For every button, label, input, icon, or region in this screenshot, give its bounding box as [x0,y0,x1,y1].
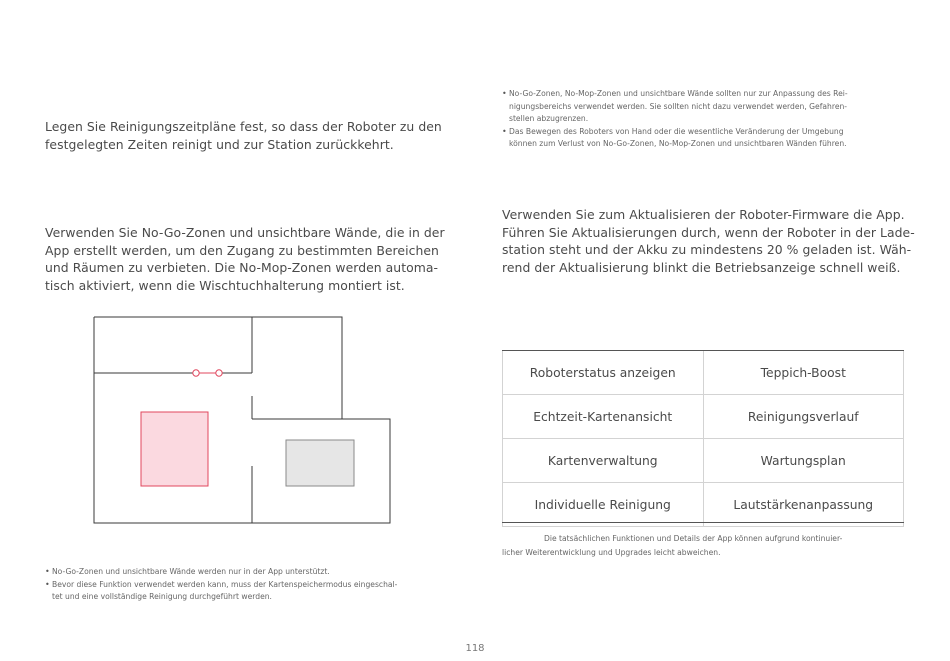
bullet-icon: • [502,89,507,98]
table-row [503,439,904,483]
invisible-wall-endpoint [193,370,199,376]
bullet-icon: • [45,579,50,589]
no-mop-zone [286,440,354,486]
invisible-wall-endpoint [216,370,222,376]
table-cell: Lautstärkenanpassung [703,483,904,527]
table-cell: Roboterstatus anzeigen [503,351,704,395]
app-footnote: Die tatsächlichen Funktionen und Details der App können aufgrund kontinuier- licher Weiterentwicklung und Upgrades leicht abweichen. [502,534,843,557]
table-cell: Individuelle Reinigung [503,483,704,527]
note-item: • Bevor diese Funktion verwendet werden kann, muss der Kartenspeichermodus eingeschal- tet und eine vollständige Reinigung durchgeführt werden. [45,579,398,602]
bullet-icon: • [502,126,507,136]
zones-paragraph: Verwenden Sie No-Go-Zonen und unsichtbare Wände, die in der App erstellt werden, um den Zugang zu bestimmten Bereichen und Räumen zu verbieten. Die No-Mop-Zonen werden automa- tisch aktiviert, wenn die Wischtuchhalterung montiert ist. [45,225,445,293]
note-item: • No-Go-Zonen, No-Mop-Zonen und unsichtbare Wände sollten nur zur Anpassung des Rei- nigungsbereichs verwendet werden. Sie sollten nicht dazu verwendet werden, Gefahren- stellen abzugrenzen. [502,89,848,124]
table-cell: Kartenverwaltung [503,439,704,483]
page-number: 118 [465,643,485,654]
no-go-zone [141,412,208,486]
firmware-paragraph: Verwenden Sie zum Aktualisieren der Roboter-Firmware die App. Führen Sie Aktualisierungen durch, wenn der Roboter in der Lade- station steht und der Akku zu mindestens 20 % geladen ist. Wäh- rend der Aktualisierung blinkt die Betriebsanzeige schnell weiß. [502,207,915,275]
table-cell: Wartungsplan [703,439,904,483]
app-features-table [502,350,904,527]
map-wall [94,317,390,523]
table-row [503,395,904,439]
table-row [503,483,904,527]
table-cell: Teppich-Boost [703,351,904,395]
bullet-icon: • [45,567,50,576]
table-row [503,351,904,395]
schedule-paragraph: Legen Sie Reinigungszeitpläne fest, so dass der Roboter zu den festgelegten Zeiten reinigt und zur Station zurückkehrt. [45,119,442,152]
table-cell: Reinigungsverlauf [703,395,904,439]
note-item: • Das Bewegen des Roboters von Hand oder die wesentliche Veränderung der Umgebung können zum Verlust von No-Go-Zonen, No-Mop-Zonen und unsichtbaren Wänden führen. [502,126,847,149]
table-cell: Echtzeit-Kartenansicht [503,395,704,439]
right-notes-list [502,88,848,151]
left-notes-list [45,566,397,604]
note-item: • No-Go-Zonen und unsichtbare Wände werden nur in der App unterstützt. [45,566,397,579]
